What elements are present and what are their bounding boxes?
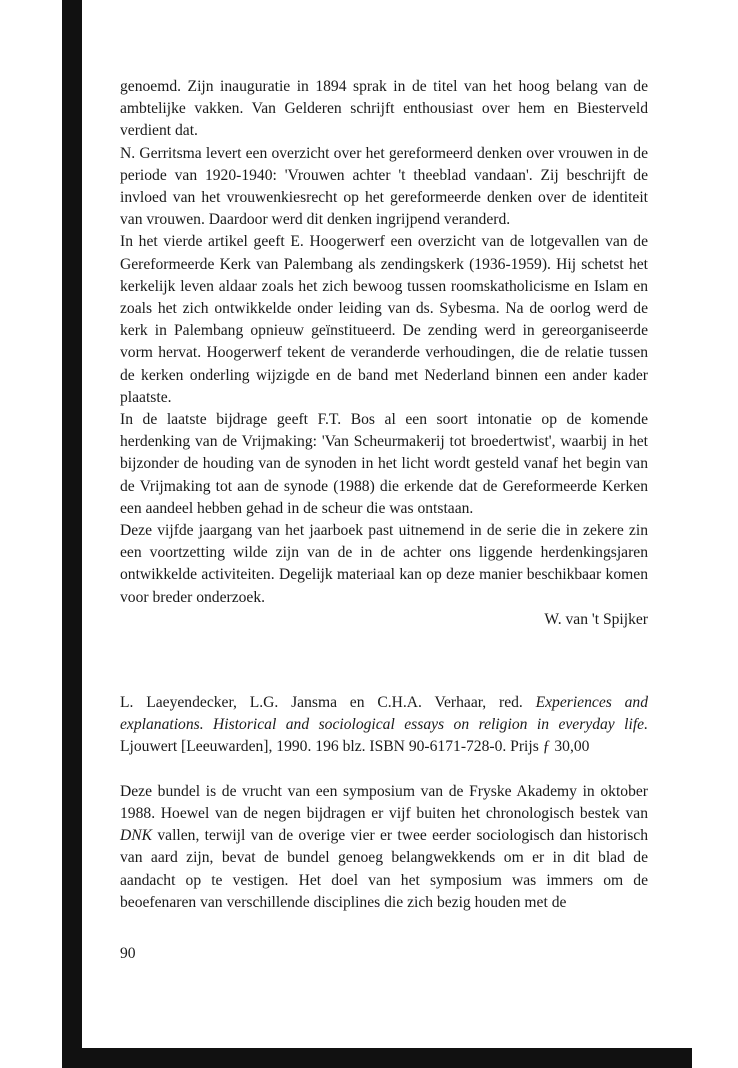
- paragraph-bos: In de laatste bijdrage geeft F.T. Bos al een soort intonatie op de komende herdenking van de Vrijmaking: 'Van Scheurmakerij tot broedertwist', waarbij in het bijzonder de houding van de synoden in het licht wordt gesteld vanaf het begin van de Vrijmaking tot aan de synode (1988) die erkende dat de Gereformeerde Kerken een aandeel hebben gehad in de scheur die was ontstaan.: [120, 411, 648, 517]
- scan-edge-bottom: [62, 1048, 692, 1068]
- review-citation: [120, 692, 648, 759]
- document-page: [120, 76, 648, 914]
- review-signature: W. van 't Spijker: [544, 610, 648, 628]
- dnk-abbreviation: DNK: [120, 827, 153, 845]
- review-book-title: Experiences and explanations. Historical and sociological essays on religion in everyday life.: [120, 694, 648, 734]
- review-authors: L. Laeyendecker, L.G. Jansma en C.H.A. Verhaar, red.: [120, 694, 523, 712]
- page-number: 90: [120, 945, 136, 962]
- review-body-paragraph: [120, 781, 648, 914]
- review-body-text-start: Deze bundel is de vrucht van een symposium van de Fryske Akademy in oktober 1988. Hoewel van de negen bijdragen er vijf buiten het chronologisch bestek van: [120, 782, 648, 822]
- review-body-text-end: vallen, terwijl van de overige vier er twee eerder sociologisch dan historisch van aard zijn, bevat de bundel genoeg belangwekkends om er in dit blad de aandacht op te vestigen. Het doel van het symposium was immers om de beoefenaren van verschillende disciplines die zich bezig houden met de: [120, 827, 648, 911]
- review-publication-info: Ljouwert [Leeuwarden], 1990. 196 blz. ISBN 90-6171-728-0. Prijs ƒ 30,00: [120, 738, 590, 756]
- paragraph-conclusion: Deze vijfde jaargang van het jaarboek past uitnemend in de serie die in zekere zin een voortzetting wilde zijn van de in de achter ons liggende herdenkingsjaren ontwikkelde activiteiten. Degelijk materiaal kan op deze manier beschikbaar komen voor breder onderzoek.: [120, 522, 648, 606]
- paragraph-biesterveld: genoemd. Zijn inauguratie in 1894 sprak in de titel van het hoog belang van de ambtelijke vakken. Van Gelderen schrijft enthousiast over hem en Biesterveld verdient dat.: [120, 78, 648, 140]
- scan-edge-left: [62, 0, 82, 1068]
- paragraph-gerritsma: N. Gerritsma levert een overzicht over het gereformeerd denken over vrouwen in de periode van 1920-1940: 'Vrouwen achter 't theeblad vandaan'. Zij beschrijft de invloed van het vrouwenkiesrecht op het gereformeerde denken over de identiteit van vrouwen. Daardoor werd dit denken ingrijpend veranderd.: [120, 144, 648, 229]
- paragraph-hoogerwerf: In het vierde artikel geeft E. Hoogerwerf een overzicht van de lotgevallen van de Gereformeerde Kerk van Palembang als zendingskerk (1936-1959). Hij schetst het kerkelijk leven aldaar zoals het zich bewoog tussen roomskatholicisme en Islam en zoals het zich ontwikkelde onder leiding van ds. Sybesma. Na de oorlog werd de kerk in Palembang opnieuw geïnstitueerd. De zending werd in gereorganiseerde vorm hervat. Hoogerwerf tekent de veranderde verhoudingen, die de relatie tussen de kerken onderling wijzigde en de band met Nederland binnen een ander kader plaatste.: [120, 233, 648, 406]
